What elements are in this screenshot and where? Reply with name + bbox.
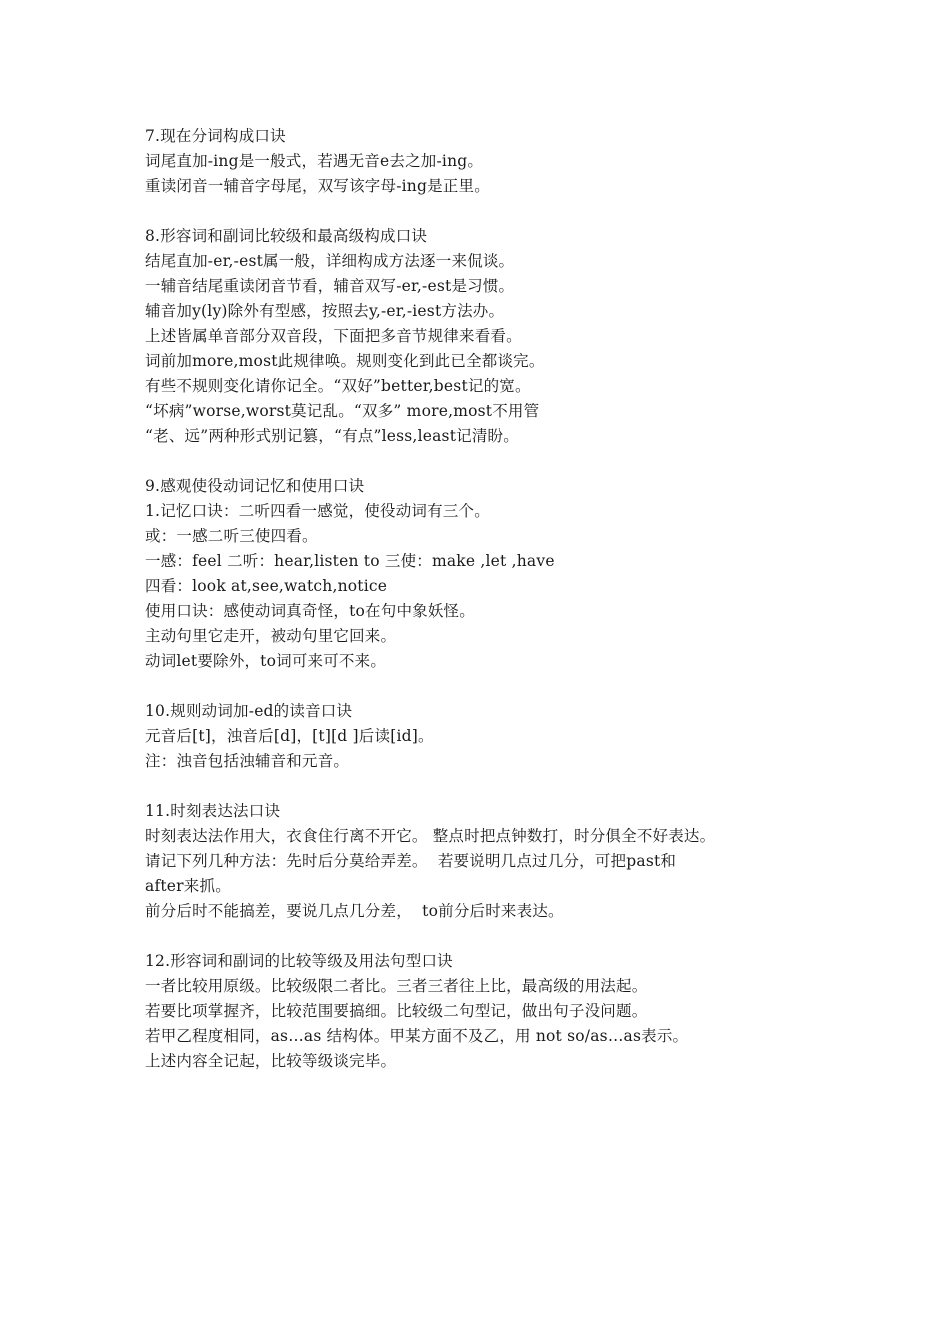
- text-line: 若甲乙程度相同，as…as 结构体。甲某方面不及乙，用 not so/as…as表示。: [145, 1027, 689, 1045]
- text-line: 重读闭音一辅音字母尾，双写该字母-ing是正里。: [145, 177, 490, 195]
- text-line: 动词let要除外，to词可来可不来。: [145, 652, 387, 670]
- text-line: 主动句里它走开，被动句里它回来。: [145, 627, 397, 645]
- text-line: 元音后[t]，浊音后[d]，[t][d ]后读[id]。: [145, 727, 434, 745]
- text-line: 上述皆属单音部分双音段，下面把多音节规律来看看。: [145, 327, 522, 345]
- text-line: 前分后时不能搞差，要说几点几分差， to前分后时来表达。: [145, 902, 564, 920]
- text-line: after来抓。: [145, 877, 231, 895]
- text-line: 一感：feel 二听：hear,listen to 三使：make ,let ,have: [145, 552, 555, 570]
- text-line: 一者比较用原级。比较级限二者比。三者三者往上比，最高级的用法起。: [145, 977, 648, 995]
- text-line: 一辅音结尾重读闭音节看，辅音双写-er,-est是习惯。: [145, 277, 515, 295]
- text-line: 结尾直加-er,-est属一般，详细构成方法逐一来侃谈。: [145, 252, 515, 270]
- text-line: 有些不规则变化请你记全。“双好”better,best记的宽。: [145, 377, 531, 395]
- section-present-participle: [145, 124, 935, 199]
- text-line: 或：一感二听三使四看。: [145, 527, 318, 545]
- text-line: 词尾直加-ing是一般式，若遇无音e去之加-ing。: [145, 152, 484, 170]
- text-line: 时刻表达法作用大，衣食住行离不开它。 整点时把点钟数打，时分俱全不好表达。: [145, 827, 716, 845]
- section-comparison-sentence-patterns: [145, 949, 935, 1074]
- text-line: 四看：look at,see,watch,notice: [145, 577, 388, 595]
- text-line: “老、远”两种形式别记篡，“有点”less,least记清盼。: [145, 427, 519, 445]
- text-line: 上述内容全记起，比较等级谈完毕。: [145, 1052, 397, 1070]
- text-line: “坏病”worse,worst莫记乱。“双多” more,most不用管: [145, 402, 540, 420]
- section-telling-time: [145, 799, 935, 924]
- section-heading: 8.形容词和副词比较级和最高级构成口诀: [145, 227, 428, 245]
- text-line: 使用口诀：感使动词真奇怪，to在句中象妖怪。: [145, 602, 475, 620]
- section-heading: 7.现在分词构成口诀: [145, 127, 286, 145]
- section-perception-causative-verbs: [145, 474, 935, 674]
- text-line: 1.记忆口诀：二听四看一感觉，使役动词有三个。: [145, 502, 490, 520]
- section-heading: 12.形容词和副词的比较等级及用法句型口诀: [145, 952, 453, 970]
- text-line: 词前加more,most此规律唤。规则变化到此已全都谈完。: [145, 352, 545, 370]
- section-ed-pronunciation: [145, 699, 935, 774]
- section-comparatives: [145, 224, 935, 449]
- section-heading: 10.规则动词加-ed的读音口诀: [145, 702, 353, 720]
- text-line: 若要比项掌握齐，比较范围要搞细。比较级二句型记，做出句子没问题。: [145, 1002, 648, 1020]
- text-line: 辅音加y(ly)除外有型感，按照去y,-er,-iest方法办。: [145, 302, 505, 320]
- text-line: 请记下列几种方法：先时后分莫给弄差。 若要说明几点过几分，可把past和: [145, 852, 677, 870]
- document-page: [145, 124, 935, 1099]
- section-heading: 9.感观使役动词记忆和使用口诀: [145, 477, 365, 495]
- text-line: 注：浊音包括浊辅音和元音。: [145, 752, 350, 770]
- section-heading: 11.时刻表达法口诀: [145, 802, 281, 820]
